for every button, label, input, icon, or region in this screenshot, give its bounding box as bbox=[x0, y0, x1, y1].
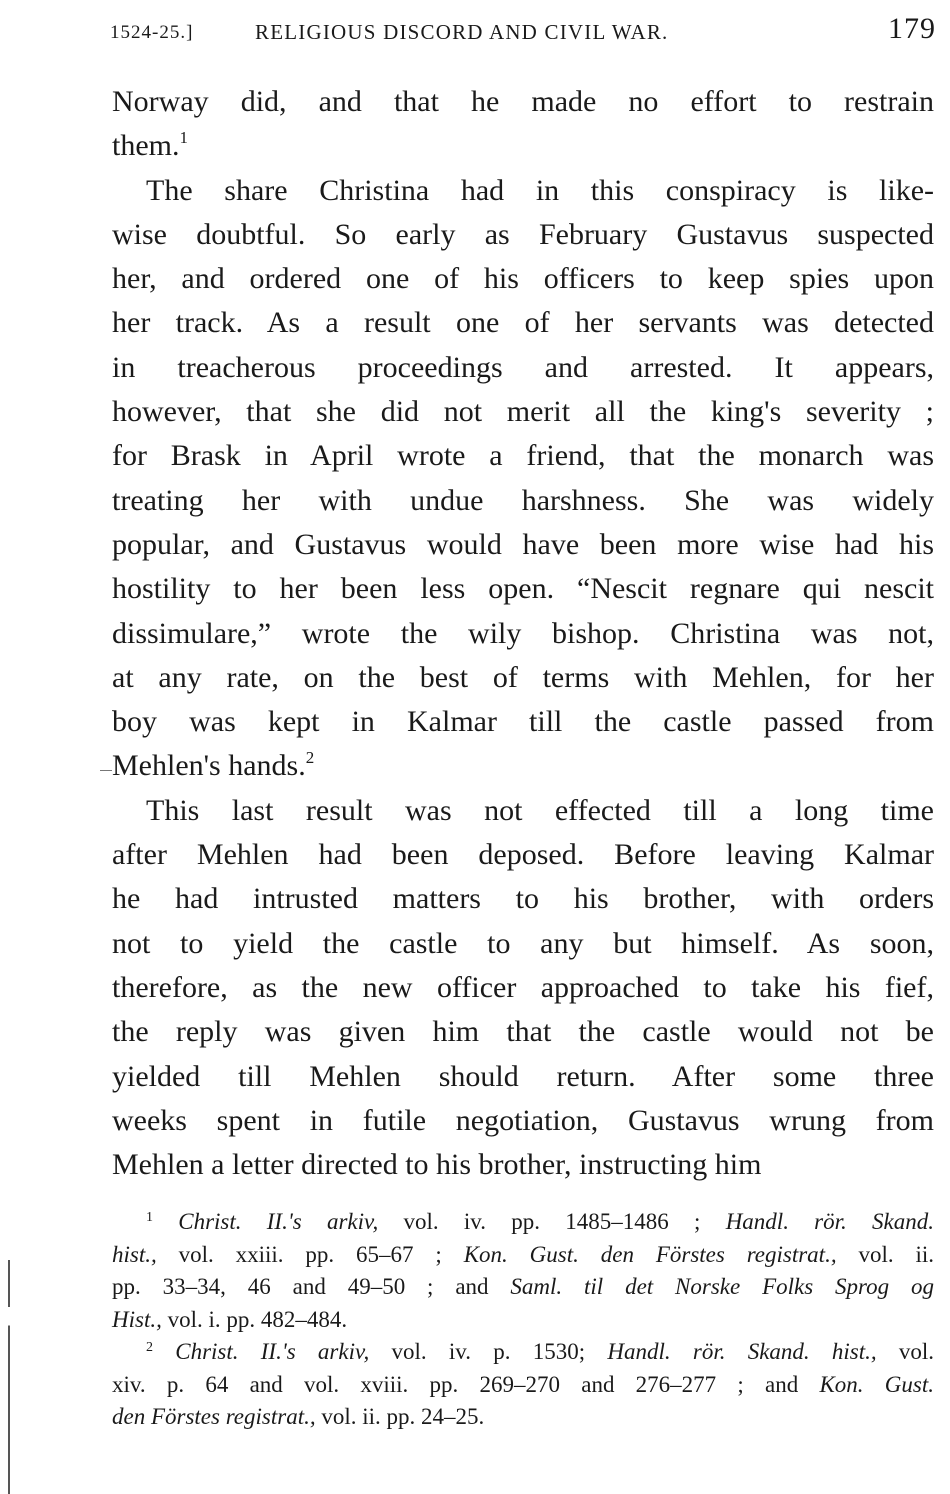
body-text bbox=[112, 80, 934, 1187]
body-line-text: her track. As a result one of her servants was detected bbox=[112, 306, 934, 340]
body-line-text: boy was kept in Kalmar till the castle passed from bbox=[112, 705, 934, 739]
footnote-reference: 2 bbox=[305, 748, 315, 768]
footnote-ref: Saml. til det Norske Folks Sprog og bbox=[510, 1274, 935, 1299]
body-line-text: therefore, as the new officer approached to take his fief, bbox=[112, 970, 934, 1004]
body-line-text: popular, and Gustavus would have been more wise had his bbox=[112, 527, 934, 561]
footnote-ref: Handl. rör. Skand. hist., bbox=[607, 1339, 877, 1364]
header-years: 1524-25.] bbox=[110, 22, 194, 43]
footnote-1-marker: 1 bbox=[146, 1210, 153, 1225]
body-line bbox=[112, 479, 934, 523]
body-line-text: at any rate, on the best of terms with Mehlen, for her bbox=[112, 660, 934, 694]
footnote-text: vol. ii. bbox=[836, 1241, 934, 1267]
body-line-text: for Brask in April wrote a friend, that the monarch was bbox=[112, 439, 934, 473]
body-line bbox=[112, 124, 934, 168]
margin-scan-line bbox=[8, 1260, 10, 1494]
body-line bbox=[112, 612, 934, 656]
body-line bbox=[112, 390, 934, 434]
body-line-text: The share Christina had in this conspiracy is like- bbox=[146, 173, 934, 207]
body-line bbox=[112, 1010, 934, 1054]
body-line-text: the reply was given him that the castle would not be bbox=[112, 1015, 934, 1049]
footnote-text: vol. ii. pp. 24–25. bbox=[315, 1404, 485, 1429]
body-line bbox=[112, 877, 934, 921]
footnote-text: vol. iv. p. 1530; bbox=[369, 1339, 608, 1364]
footnote-2-line-3 bbox=[112, 1401, 934, 1434]
footnote-text: vol. iv. pp. 1485–1486 ; bbox=[378, 1209, 726, 1234]
body-line-text: not to yield the castle to any but himself. As soon, bbox=[112, 926, 934, 960]
body-line-text: hostility to her been less open. “Nescit regnare qui nescit bbox=[112, 572, 934, 606]
body-line bbox=[112, 346, 934, 390]
body-line-text: them. bbox=[112, 129, 180, 163]
page-number: 179 bbox=[888, 12, 936, 45]
body-line bbox=[112, 567, 934, 611]
running-header bbox=[110, 12, 936, 52]
body-line-text: yielded till Mehlen should return. After some three bbox=[112, 1059, 934, 1093]
footnote-ref: Christ. II.'s arkiv, bbox=[175, 1339, 370, 1364]
footnote-ref: hist., bbox=[112, 1241, 157, 1267]
footnote-1-line-4 bbox=[112, 1304, 934, 1337]
body-line bbox=[112, 789, 934, 833]
body-line bbox=[112, 1099, 934, 1143]
header-title: RELIGIOUS DISCORD AND CIVIL WAR. bbox=[255, 20, 669, 44]
body-line bbox=[112, 1055, 934, 1099]
body-line bbox=[112, 80, 934, 124]
body-line-text: in treacherous proceedings and arrested. It appears, bbox=[112, 350, 934, 384]
body-line bbox=[112, 700, 934, 744]
body-line-text: wise doubtful. So early as February Gustavus suspected bbox=[112, 217, 934, 251]
body-line bbox=[112, 257, 934, 301]
footnote-2-marker: 2 bbox=[146, 1340, 153, 1355]
body-line-text: however, that she did not merit all the king's severity ; bbox=[112, 395, 934, 429]
footnote-ref: Christ. II.'s arkiv, bbox=[178, 1209, 379, 1234]
body-line-text: Mehlen a letter directed to his brother, instructing him bbox=[112, 1148, 762, 1182]
body-line-text: Mehlen's hands. bbox=[112, 749, 306, 783]
footnote-2-line-2 bbox=[112, 1369, 934, 1402]
footnote-reference: 1 bbox=[179, 128, 188, 148]
body-line-text: treating her with undue harshness. She was widely bbox=[112, 483, 934, 517]
footnote-ref: Hist., bbox=[112, 1306, 162, 1332]
body-line-text: after Mehlen had been deposed. Before leaving Kalmar bbox=[112, 838, 934, 872]
footnote-ref: Kon. Gust. bbox=[819, 1371, 934, 1397]
body-line-text: her, and ordered one of his officers to keep spies upon bbox=[112, 262, 934, 296]
margin-mark bbox=[100, 770, 112, 771]
body-line bbox=[112, 1143, 934, 1187]
body-line-text: Norway did, and that he made no effort to restrain bbox=[112, 85, 934, 118]
footnote-ref: Handl. rör. Skand. bbox=[725, 1209, 934, 1234]
footnote-text: vol. i. pp. 482–484. bbox=[161, 1306, 348, 1332]
body-line bbox=[112, 169, 934, 213]
footnotes bbox=[112, 1206, 934, 1434]
body-line-text: This last result was not effected till a long time bbox=[146, 793, 934, 827]
body-line-text: weeks spent in futile negotiation, Gustavus wrung from bbox=[112, 1103, 934, 1137]
body-line bbox=[112, 966, 934, 1010]
body-line bbox=[112, 434, 934, 478]
body-line-text: he had intrusted matters to his brother, with orders bbox=[112, 882, 934, 916]
footnote-ref: Kon. Gust. den Förstes registrat., bbox=[463, 1241, 837, 1267]
body-line bbox=[112, 213, 934, 257]
footnote-text: vol. bbox=[876, 1339, 935, 1364]
footnote-text: vol. xxiii. pp. 65–67 ; bbox=[156, 1241, 464, 1267]
body-line-text: dissimulare,” wrote the wily bishop. Christina was not, bbox=[112, 616, 934, 650]
footnote-1-line-2 bbox=[112, 1239, 934, 1272]
body-line bbox=[112, 523, 934, 567]
footnote-1-line-1 bbox=[112, 1206, 934, 1239]
body-line bbox=[112, 301, 934, 345]
footnote-text: pp. 33–34, 46 and 49–50 ; and bbox=[112, 1274, 511, 1299]
footnote-text: xiv. p. 64 and vol. xviii. pp. 269–270 and 276–277 ; and bbox=[112, 1371, 820, 1397]
footnote-ref: den Förstes registrat., bbox=[112, 1404, 316, 1429]
footnote-2-line-1 bbox=[112, 1336, 934, 1369]
body-line bbox=[112, 656, 934, 700]
footnote-1-line-3 bbox=[112, 1271, 934, 1304]
body-line bbox=[112, 922, 934, 966]
body-line bbox=[112, 833, 934, 877]
body-line bbox=[112, 744, 934, 788]
